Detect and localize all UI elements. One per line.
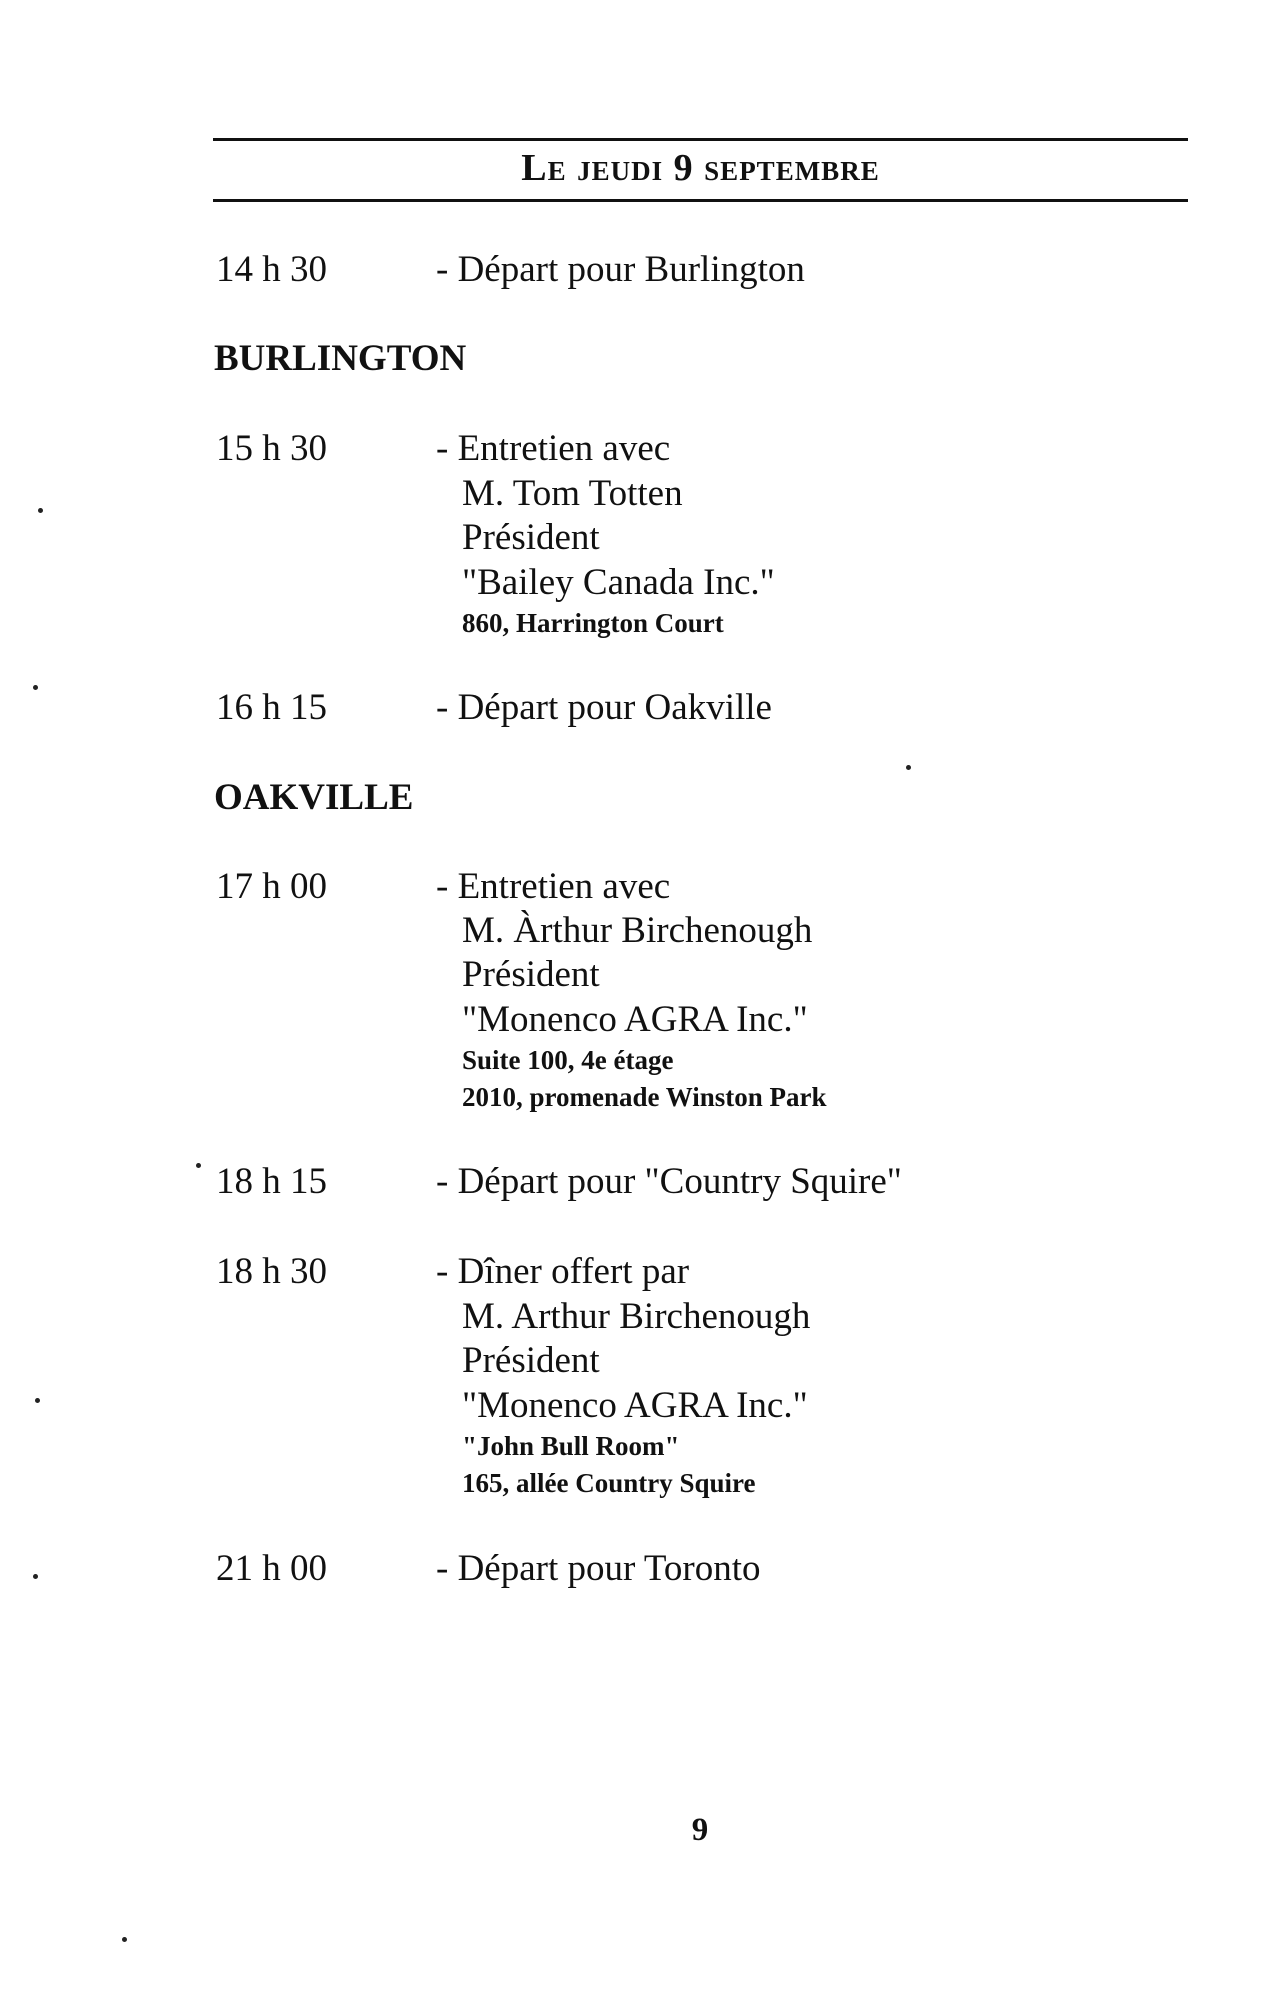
entry-time: 16 h 15 xyxy=(216,687,327,728)
meeting-person-title: Président xyxy=(462,954,600,995)
meeting-address: 2010, promenade Winston Park xyxy=(462,1082,827,1112)
dinner-host-title: Président xyxy=(462,1340,600,1381)
meeting-company: "Bailey Canada Inc." xyxy=(462,562,775,603)
meeting-person: M. Tom Totten xyxy=(462,473,683,514)
city-heading-oakville: OAKVILLE xyxy=(214,777,414,818)
dinner-address: 165, allée Country Squire xyxy=(462,1468,756,1498)
meeting-person-title: Président xyxy=(462,517,600,558)
entry-activity: - Entretien avec xyxy=(436,866,671,907)
page-header-date: Le jeudi 9 septembre xyxy=(521,147,880,189)
scan-speck xyxy=(33,685,38,690)
entry-activity: - Départ pour "Country Squire" xyxy=(436,1161,902,1202)
page-number: 9 xyxy=(691,1812,709,1848)
entry-time: 18 h 15 xyxy=(216,1161,327,1202)
scan-speck xyxy=(38,508,43,513)
entry-activity: - Départ pour Toronto xyxy=(436,1548,761,1589)
entry-time: 18 h 30 xyxy=(216,1251,327,1292)
entry-time: 14 h 30 xyxy=(216,249,327,290)
dinner-host: M. Arthur Birchenough xyxy=(462,1296,811,1337)
entry-activity: - Entretien avec xyxy=(436,428,671,469)
meeting-address: 860, Harrington Court xyxy=(462,608,724,638)
scan-speck xyxy=(33,1574,38,1579)
entry-time: 17 h 00 xyxy=(216,866,327,907)
header-top-rule xyxy=(213,138,1188,141)
dinner-room: "John Bull Room" xyxy=(462,1431,680,1461)
scan-speck xyxy=(906,765,911,770)
entry-activity: - Départ pour Burlington xyxy=(436,249,805,290)
dinner-company: "Monenco AGRA Inc." xyxy=(462,1385,808,1426)
entry-time: 21 h 00 xyxy=(216,1548,327,1589)
meeting-address: Suite 100, 4e étage xyxy=(462,1045,674,1075)
scan-speck xyxy=(196,1163,201,1168)
entry-activity: - Dîner offert par xyxy=(436,1251,690,1292)
entry-activity: - Départ pour Oakville xyxy=(436,687,772,728)
city-heading-burlington: BURLINGTON xyxy=(214,338,467,379)
scan-speck xyxy=(35,1398,40,1403)
entry-time: 15 h 30 xyxy=(216,428,327,469)
meeting-company: "Monenco AGRA Inc." xyxy=(462,999,808,1040)
header-bottom-rule xyxy=(213,199,1188,202)
scan-speck xyxy=(122,1937,127,1942)
meeting-person: M. Àrthur Birchenough xyxy=(462,910,813,951)
